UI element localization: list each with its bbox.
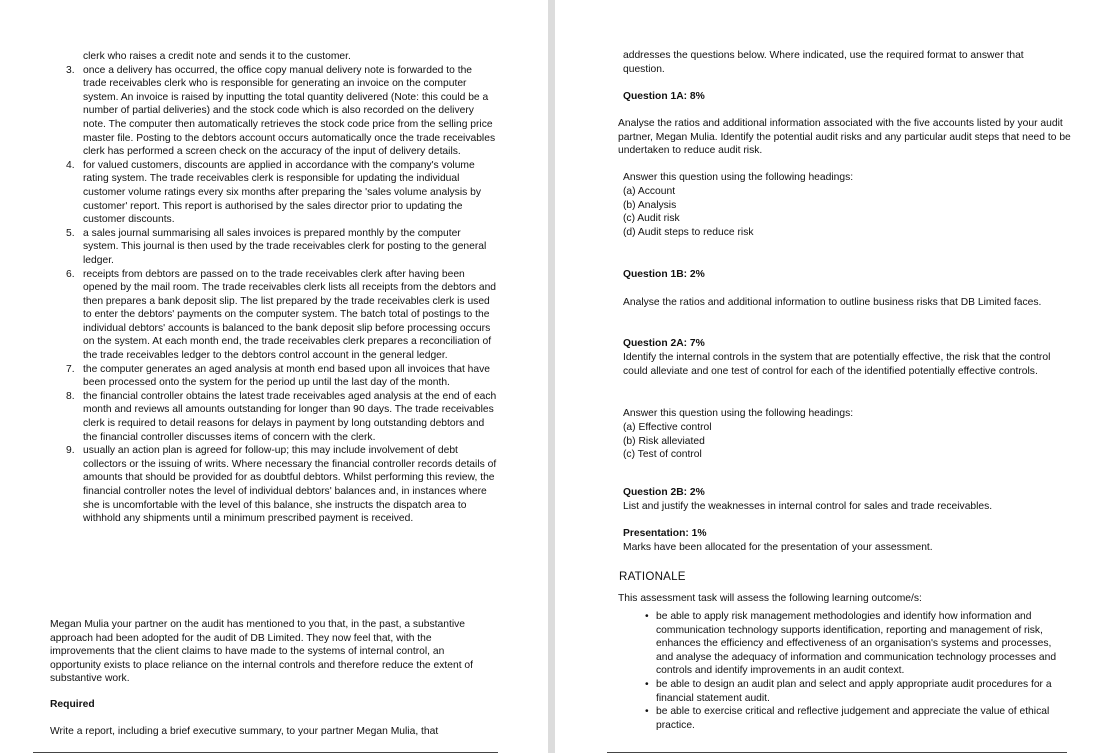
q2b-heading: Question 2B: 2%	[623, 487, 705, 498]
outcome-text: be able to apply risk management methodologies and identify how information and communication technology supports identification, reporting and management of risk, enhances the efficiency and effectiveness of an organisation's systems and processes, and analyse the adequacy of information and communication technology processes and controls and identify improvements in an audit context.	[656, 611, 1057, 677]
list-number: 9.	[66, 445, 75, 457]
required-heading: Required	[50, 699, 95, 710]
heading-item: (c) Audit risk	[623, 213, 680, 225]
list-number: 7.	[66, 363, 75, 375]
list-item	[50, 444, 498, 526]
list-number: 8.	[66, 390, 75, 402]
list-number: 5.	[66, 227, 75, 239]
heading-item: (b) Risk alleviated	[623, 435, 705, 447]
q1a-heading: Question 1A: 8%	[623, 91, 705, 102]
list-item-text: the computer generates an aged analysis at month end based upon all invoices that have been processed onto the system for the period up until the last day of the month.	[83, 363, 490, 389]
list-item-text: clerk who raises a credit note and sends it to the customer.	[83, 51, 351, 62]
numbered-list	[50, 50, 498, 526]
list-number: 6.	[66, 268, 75, 280]
q1b-heading: Question 1B: 2%	[623, 269, 705, 280]
right-page	[555, 0, 1101, 753]
list-item-text: for valued customers, discounts are applied in accordance with the company's volume rating system. The trade receivables clerk is responsible for updating the individual customer volume ratings every six months after preparing the 'sales volume analysis by customer' report. This report is authorised by the sales director prior to updating the customer discounts.	[83, 159, 481, 226]
q1a-heading-list	[623, 185, 754, 239]
list-item-text: a sales journal summarising all sales invoices is prepared monthly by the computer system. This journal is then used by the trade receivables clerk for posting to the general ledger.	[83, 227, 487, 266]
list-item-text: receipts from debtors are passed on to the trade receivables clerk after having been opened by the mail room. The trade receivables clerk lists all receipts from the debtors and then prepares a bank deposit slip. The list prepared by the trade receivables clerk is used to enter the debtors' payments on the computer system. The batch total of postings to the individual debtors' accounts is balanced to the bank deposit slip before processing occurs on the system. At each month end, the trade receivables clerk prepares a reconciliation of the trade receivables ledger to the debtors control account in the general ledger.	[83, 268, 497, 362]
q1b-text: Analyse the ratios and additional information to outline business risks that DB Limited faces.	[623, 297, 1042, 308]
partner-paragraph: Megan Mulia your partner on the audit has mentioned to you that, in the past, a substantive approach had been adopted for the audit of DB Limited. They now feel that, with the improvements that the client claims to have made to the systems of internal control, an opportunity exists to place reliance on the internal controls and therefore reduce the extent of substantive work.	[50, 619, 474, 685]
list-item	[50, 268, 498, 363]
list-item	[50, 50, 498, 64]
presentation-heading: Presentation: 1%	[623, 528, 707, 539]
required-text: Write a report, including a brief executive summary, to your partner Megan Mulia, that	[50, 726, 439, 737]
list-number: 3.	[66, 64, 75, 76]
intro-text: addresses the questions below. Where indicated, use the required format to answer that question.	[623, 50, 1024, 75]
q2a-format-intro: Answer this question using the following headings:	[623, 408, 854, 419]
q2a-heading: Question 2A: 7%	[623, 338, 705, 349]
list-item-text: once a delivery has occurred, the office copy manual delivery note is forwarded to the trade receivables clerk who is responsible for generating an invoice on the computer system. An invoice is raised by inputting the total quantity delivered (Note: this could be a number of partial deliveries) and the stock code which is also recorded on the delivery note. The computer then automatically retrieves the stock code price from the selling price master file. Posting to the debtors account occurs automatically once the trade receivables clerk has performed a screen check on the accuracy of the input of delivery details.	[83, 64, 496, 158]
list-item-text: usually an action plan is agreed for follow-up; this may include involvement of debt collectors or the issuing of writs. Where necessary the financial controller records details of amounts that should be provided for as doubtful debtors. Whilst performing this review, the financial controller notes the level of individual debtors' balances and, in instances where she is uncomfortable with the level of this balance, she instructs the dispatch area to withhold any shipments until a minimum prescribed payment is received.	[83, 445, 497, 525]
q2a-heading-list	[623, 421, 712, 462]
list-item	[50, 64, 498, 159]
rationale-heading: RATIONALE	[619, 570, 686, 583]
bullet-icon: •	[645, 678, 649, 690]
bullet-icon: •	[645, 611, 649, 622]
heading-item: (b) Analysis	[623, 199, 677, 211]
outcome-text: be able to exercise critical and reflective judgement and appreciate the value of ethical practice.	[656, 706, 1050, 731]
q2a-text: Identify the internal controls in the system that are potentially effective, the risk that the control could alleviate and one test of control for each of the identified potentially effective controls.	[623, 352, 1051, 377]
q1a-text: Analyse the ratios and additional information associated with the five accounts listed by your audit partner, Megan Mulia. Identify the potential audit risks and any particular audit steps that need to be undertaken to reduce audit risk.	[618, 118, 1071, 157]
list-item-text: the financial controller obtains the latest trade receivables aged analysis at the end of each month and reviews all amounts outstanding for longer than 90 days. The trade receivables clerk is required to detail reasons for delays in payment by long outstanding debtors and the financial controller discusses items of concern with the clerk.	[83, 390, 497, 443]
heading-item: (a) Effective control	[623, 422, 712, 433]
list-item	[619, 678, 1071, 705]
outcome-text: be able to design an audit plan and select and apply appropriate audit procedures for a financial statement audit.	[656, 678, 1052, 704]
heading-item: (a) Account	[623, 186, 676, 197]
list-item	[50, 390, 498, 444]
list-item	[619, 610, 1071, 678]
left-page	[0, 0, 548, 753]
page-gutter	[548, 0, 555, 753]
rationale-intro: This assessment task will assess the following learning outcome/s:	[618, 593, 922, 604]
heading-item: (c) Test of control	[623, 449, 702, 461]
list-number: 4.	[66, 159, 75, 171]
list-item	[50, 159, 498, 227]
list-item	[619, 705, 1071, 732]
q2b-text: List and justify the weaknesses in internal control for sales and trade receivables.	[623, 501, 993, 512]
q1a-format-intro: Answer this question using the following headings:	[623, 172, 854, 183]
presentation-text: Marks have been allocated for the presentation of your assessment.	[623, 542, 933, 553]
list-item	[50, 227, 498, 268]
list-item	[50, 363, 498, 390]
learning-outcomes-list	[619, 610, 1071, 732]
bullet-icon: •	[645, 706, 649, 718]
heading-item: (d) Audit steps to reduce risk	[623, 226, 754, 238]
